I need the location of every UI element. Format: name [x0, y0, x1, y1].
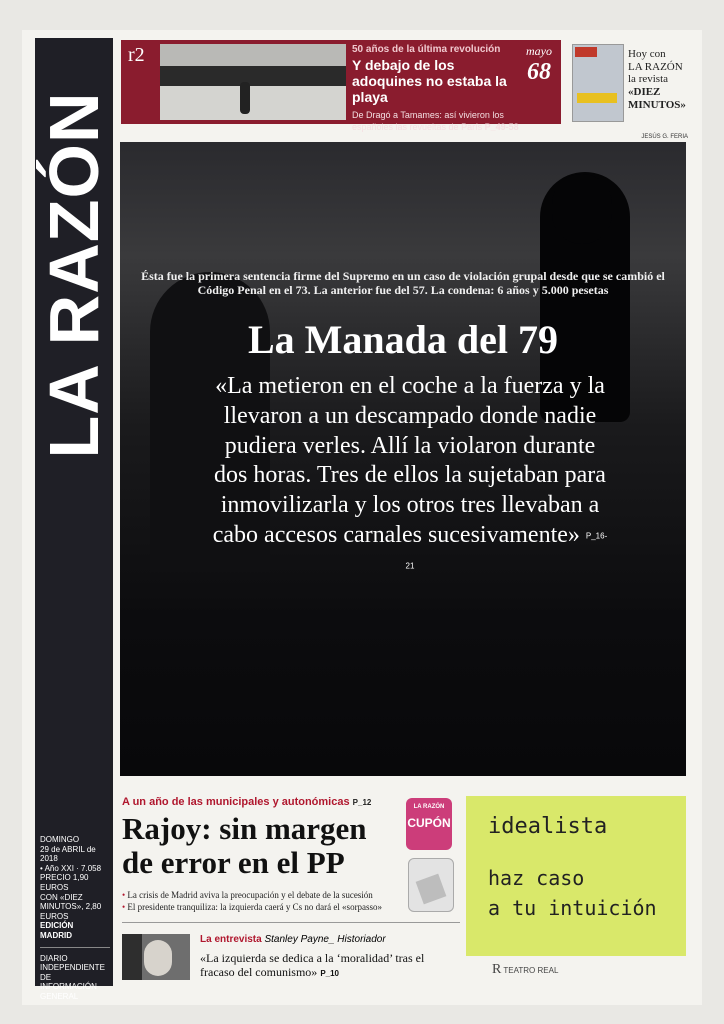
rajoy-page-ref: P_12: [352, 798, 372, 807]
paris-riot-photo: [160, 44, 346, 120]
photo-crowd: [160, 66, 346, 86]
idealista-ad[interactable]: [466, 796, 686, 956]
rajoy-headline[interactable]: Rajoy: sin margen de error en el PP: [122, 811, 367, 881]
banner-kicker: 50 años de la última revolución: [352, 44, 501, 55]
banner-subhead: [352, 110, 527, 133]
mag-line5: MINUTOS»: [628, 98, 686, 111]
ad-line2: a tu intuición: [488, 896, 657, 920]
mag-line3: la revista: [628, 73, 669, 86]
lead-quote-text: «La metieron en el coche a la fuerza y la llevaron a un descampado donde nadie pudiera verles. Allí la violaron durante dos horas. Tres de ellos la sujetaban para inmovilizarla y los otros tres llevaban a cabo accesos carnales sucesivamente»: [212, 373, 606, 548]
mayo-year: 68: [527, 59, 551, 85]
issue-day: DOMINGO: [40, 835, 80, 844]
photo-figure: [240, 82, 250, 114]
photo-face: [144, 940, 172, 976]
teatro-real-ad: [492, 962, 592, 978]
masthead-title-text: LA RAZÓN: [35, 91, 113, 459]
diez-minutos-cover[interactable]: [572, 44, 624, 122]
rajoy-bullet-2: [122, 902, 422, 914]
edition-name: MADRID: [40, 930, 72, 940]
issue-info: [40, 835, 110, 1002]
interview-kicker: [200, 934, 460, 945]
mag-line4: «DIEZ: [628, 85, 661, 98]
banner-subhead-text: De Dragó a Tamames: así vivieron los españoles las revueltas de París: [352, 110, 504, 132]
issue-price-combo: CON «DIEZ MINUTOS», 2,80 EUROS: [40, 892, 102, 921]
edition-label: EDICIÓN: [40, 921, 74, 931]
interview-page-ref: P_10: [320, 969, 339, 979]
ad-line1: haz caso: [488, 866, 585, 890]
teatro-real-text: TEATRO REAL: [503, 966, 559, 975]
stanley-payne-photo: [122, 934, 190, 980]
teatro-real-logo: R: [492, 962, 502, 977]
photo-ground: [160, 86, 346, 120]
rajoy-bullets: [122, 890, 422, 913]
masthead-divider: [40, 947, 110, 948]
interview-label: La entrevista: [200, 934, 262, 945]
masthead-title: [36, 40, 112, 510]
banner-page-ref: P_49-58: [484, 121, 519, 132]
section-divider: [122, 922, 460, 923]
cupon-card-icon: [416, 874, 447, 905]
cover-headline-block: [577, 93, 617, 103]
r2-section-logo: r2: [128, 44, 145, 66]
photo-background: [122, 934, 142, 980]
interview-name: Stanley Payne_ Historiador: [264, 934, 386, 945]
mag-line2: LA RAZÓN: [628, 60, 683, 73]
magazine-promo-text: [628, 48, 694, 111]
cupon-brand: LA RAZÓN: [413, 804, 445, 810]
bullet-icon: •: [122, 890, 128, 900]
cupon-badge[interactable]: [406, 798, 452, 850]
interview-quote[interactable]: [200, 951, 460, 980]
mayo-month: mayo: [526, 44, 552, 58]
rajoy-kicker: [122, 796, 422, 808]
cover-logo-block: [575, 47, 597, 57]
lead-photo-silhouette-head: [552, 174, 612, 244]
bullet-icon: •: [122, 901, 128, 912]
issue-price: PRECIO 1,90 EUROS: [40, 873, 89, 892]
lead-quote: [210, 372, 610, 580]
lead-page-ref: P_16-21: [405, 531, 608, 571]
issue-date: 29 de ABRIL de 2018: [40, 844, 96, 864]
mag-line1: Hoy con: [628, 48, 666, 60]
mayo-68-logo: [520, 44, 558, 86]
rajoy-kicker-text: A un año de las municipales y autonómicas: [122, 796, 350, 808]
lead-deck: Ésta fue la primera sentencia firme del Supremo en un caso de violación grupal desde que se cambió el Código Penal en el 73. La anterior fue del 57. La condena: 6 años y 5.000 pesetas: [141, 269, 665, 297]
issue-number: • Año XXI · 7.058: [40, 863, 102, 873]
cupon-card[interactable]: [408, 858, 454, 912]
banner-headline[interactable]: Y debajo de los adoquines no estaba la playa: [352, 57, 507, 106]
cupon-label: CUPÓN: [407, 816, 451, 830]
lead-headline[interactable]: La Manada del 79: [247, 317, 559, 362]
photo-sky: [160, 44, 346, 66]
rajoy-bullet-1-text: La crisis de Madrid aviva la preocupación y el debate de la sucesión: [127, 890, 373, 900]
interview-quote-text: «La izquierda se dedica a la ‘moralidad’ tras el fracaso del comunismo»: [200, 951, 425, 980]
photo-credit: JESÚS G. FERIA: [641, 134, 688, 140]
banner-text: [352, 44, 527, 133]
ad-brand: idealista: [488, 814, 608, 839]
masthead-tagline: DIARIO INDEPENDIENTE DE INFORMACIÓN GENERAL: [40, 953, 105, 1001]
rajoy-bullet-2-text: El presidente tranquiliza: la izquierda caerá y Cs no dará el «sorpasso»: [127, 901, 383, 912]
rajoy-bullet-1: [122, 890, 422, 902]
